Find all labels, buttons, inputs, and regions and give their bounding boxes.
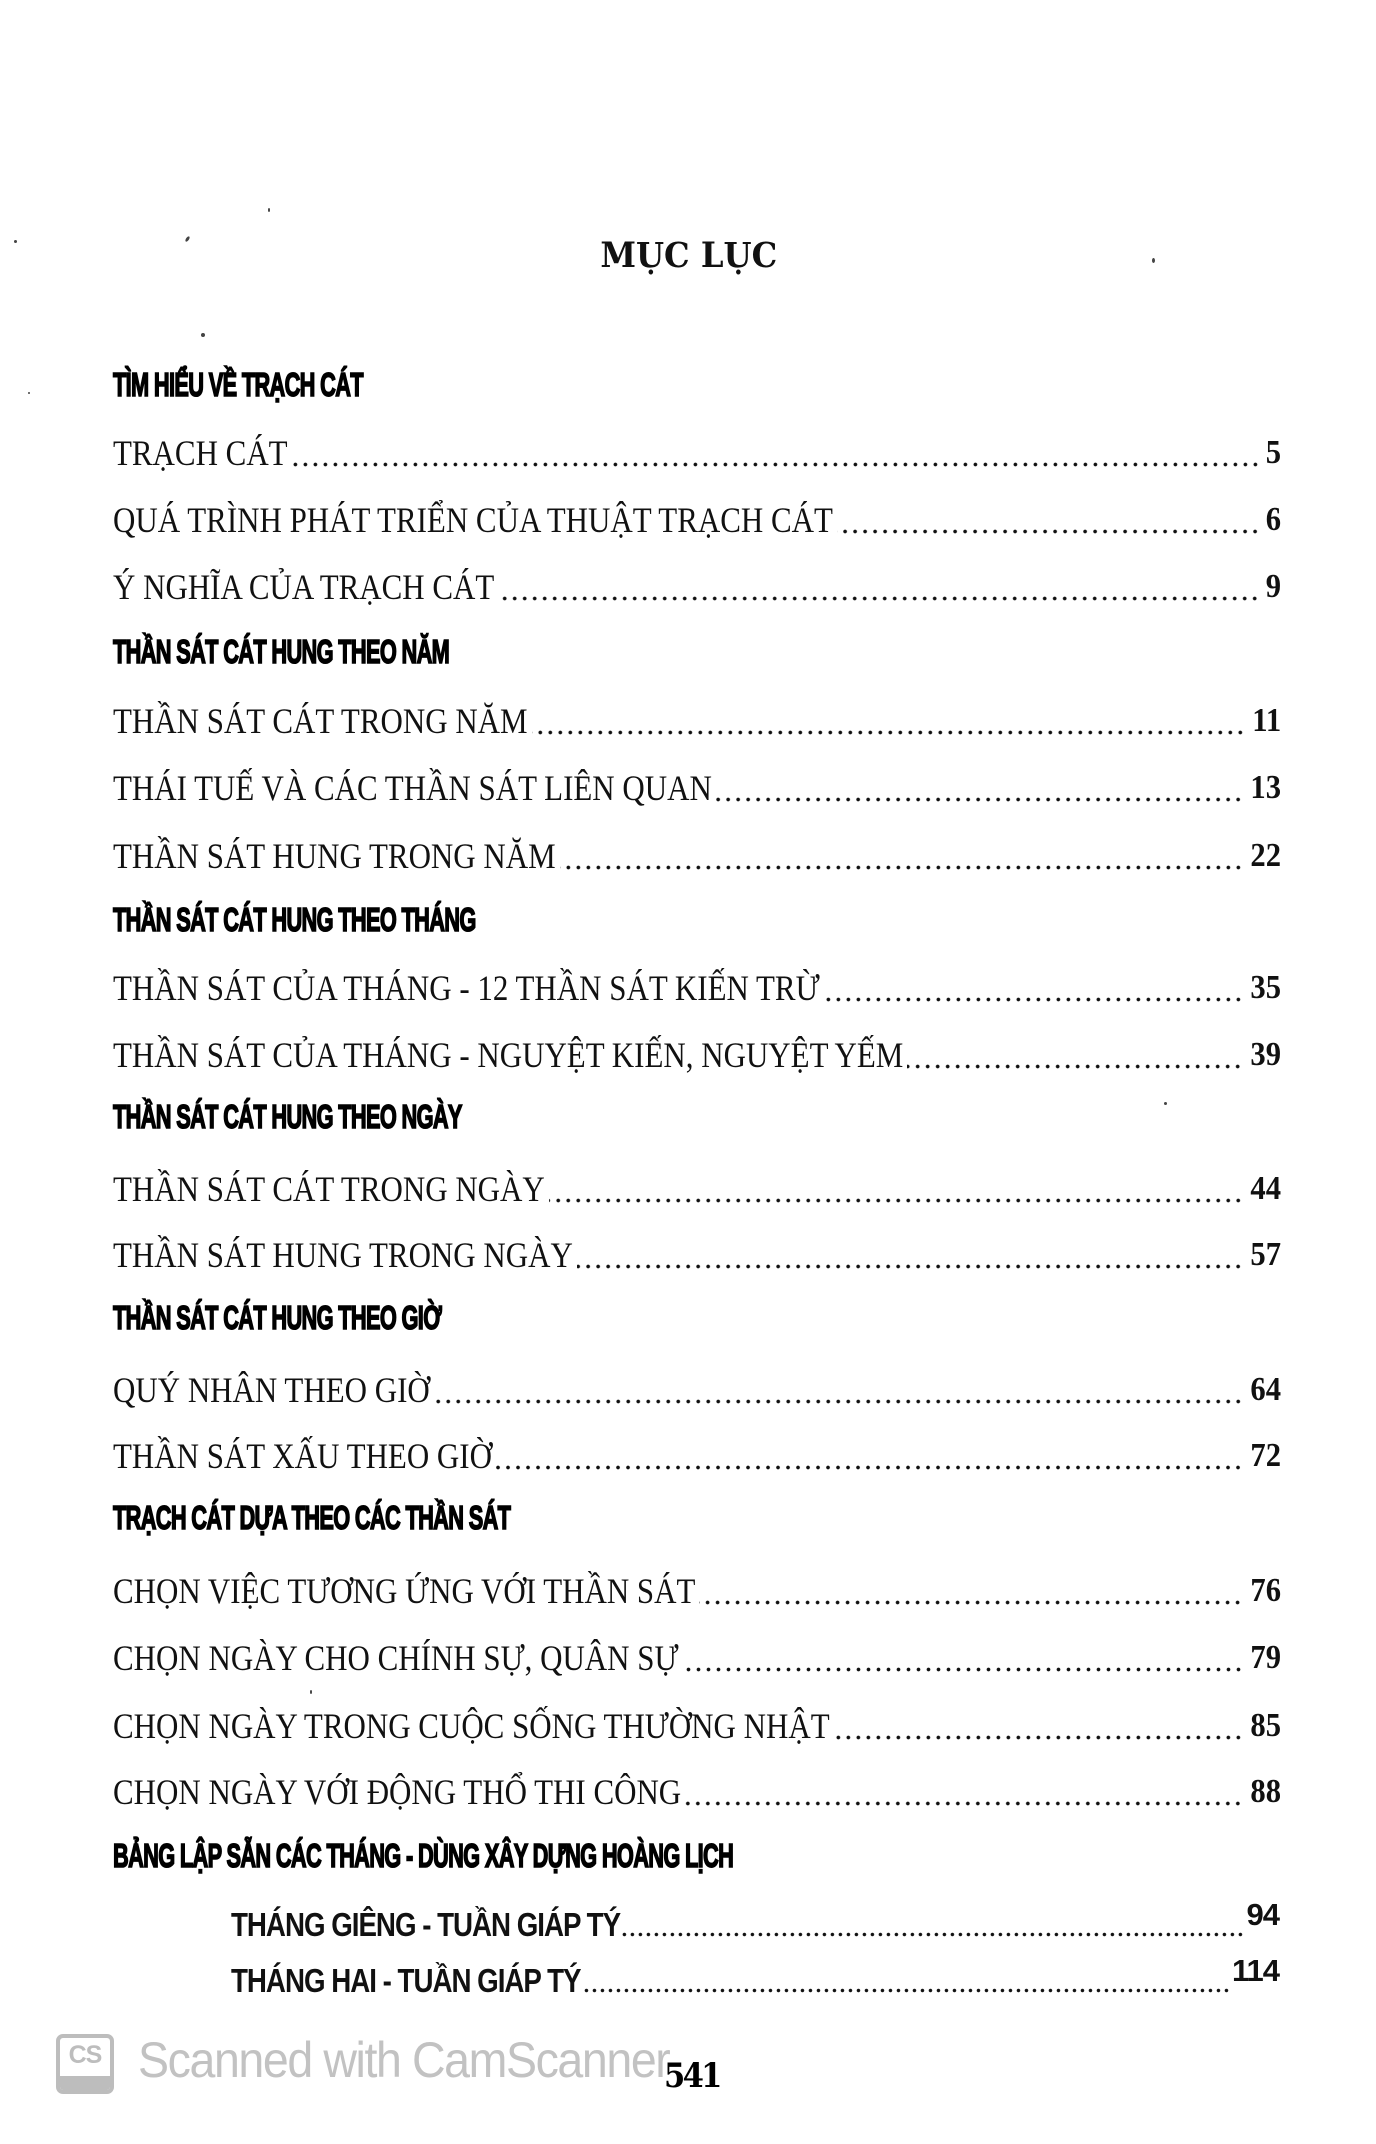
toc-entry-label: CHỌN NGÀY CHO CHÍNH SỰ, QUÂN SỰ — [113, 1638, 679, 1678]
dot-leader — [577, 1232, 1243, 1278]
toc-entry[interactable] — [113, 564, 1281, 610]
toc-entry-label: Ý NGHĨA CỦA TRẠCH CÁT — [113, 567, 495, 607]
dot-leader — [622, 1905, 1244, 1945]
toc-entry-label: THẦN SÁT CÁT TRONG NGÀY — [113, 1169, 545, 1209]
dot-leader — [498, 564, 1260, 610]
scan-speck — [1164, 1102, 1167, 1105]
toc-subentry-label: THÁNG HAI - TUẦN GIÁP TÝ — [231, 1962, 581, 1999]
section-heading: BẢNG LẬP SẴN CÁC THÁNG - DÙNG XÂY DỰNG HOÀNG LỊCH — [113, 1837, 734, 1874]
toc-subentry[interactable] — [231, 1897, 1279, 1945]
dot-leader — [683, 1635, 1243, 1681]
toc-entry-page: 57 — [1250, 1236, 1281, 1273]
scan-speck — [310, 1690, 312, 1694]
toc-entry-page: 64 — [1250, 1371, 1281, 1408]
scan-speck — [268, 208, 270, 212]
toc-entry[interactable] — [113, 1568, 1281, 1614]
dot-leader — [583, 1961, 1230, 2001]
scan-speck — [14, 240, 17, 243]
toc-entry[interactable] — [113, 1232, 1281, 1278]
toc-entry-label: THẦN SÁT XẤU THEO GIỜ — [113, 1436, 492, 1476]
toc-entry-label: THÁI TUẾ VÀ CÁC THẦN SÁT LIÊN QUAN — [113, 768, 712, 808]
toc-entry[interactable] — [113, 698, 1281, 744]
toc-entry-page: 85 — [1250, 1707, 1281, 1744]
toc-entry-label: THẦN SÁT HUNG TRONG NĂM — [113, 836, 556, 876]
toc-entry-page: 11 — [1252, 702, 1281, 739]
page-number: 541 — [664, 2056, 720, 2096]
toc-entry-label: THẦN SÁT CÁT TRONG NĂM — [113, 701, 528, 741]
toc-entry-label: CHỌN VIỆC TƯƠNG ỨNG VỚI THẦN SÁT — [113, 1571, 696, 1611]
toc-subentry-label: THÁNG GIÊNG - TUẦN GIÁP TÝ — [231, 1906, 621, 1943]
toc-entry-page: 72 — [1250, 1437, 1281, 1474]
dot-leader — [532, 698, 1245, 744]
toc-entry-label: CHỌN NGÀY VỚI ĐỘNG THỔ THI CÔNG — [113, 1772, 682, 1812]
toc-entry[interactable] — [113, 833, 1281, 879]
toc-entry[interactable] — [113, 1166, 1281, 1212]
toc-entry[interactable] — [113, 1367, 1281, 1413]
scan-speck — [28, 392, 30, 394]
toc-entry[interactable] — [113, 965, 1281, 1011]
toc-entry-label: THẦN SÁT CỦA THÁNG - NGUYỆT KIẾN, NGUYỆT YẾM — [113, 1035, 904, 1075]
dot-leader — [292, 430, 1260, 476]
dot-leader — [716, 765, 1243, 811]
section-heading: THẦN SÁT CÁT HUNG THEO GIỜ — [113, 1299, 442, 1336]
toc-entry-page: 88 — [1250, 1773, 1281, 1810]
toc-subentry[interactable] — [231, 1953, 1279, 2001]
watermark-text: Scanned with CamScanner — [138, 2032, 670, 2088]
section-heading: TÌM HIỂU VỀ TRẠCH CÁT — [113, 366, 363, 403]
toc-entry-label: THẦN SÁT CỦA THÁNG - 12 THẦN SÁT KIẾN TRỪ — [113, 968, 820, 1008]
logo-bar — [60, 2076, 110, 2090]
toc-entry-page: 9 — [1265, 568, 1281, 605]
toc-entry[interactable] — [113, 1635, 1281, 1681]
toc-entry-label: THẦN SÁT HUNG TRONG NGÀY — [113, 1235, 573, 1275]
dot-leader — [907, 1032, 1243, 1078]
toc-subentry-page: 114 — [1231, 1953, 1279, 1988]
toc-entry-label: QUÁ TRÌNH PHÁT TRIỂN CỦA THUẬT TRẠCH CÁT — [113, 500, 833, 540]
section-heading: TRẠCH CÁT DỰA THEO CÁC THẦN SÁT — [113, 1499, 511, 1536]
toc-subentry-page: 94 — [1246, 1897, 1279, 1932]
dot-leader — [549, 1166, 1243, 1212]
dot-leader — [837, 497, 1260, 543]
toc-entry-page: 13 — [1250, 769, 1281, 806]
toc-entry-page: 6 — [1265, 501, 1281, 538]
dot-leader — [496, 1433, 1243, 1479]
toc-entry-page: 5 — [1265, 434, 1281, 471]
toc-entry-page: 76 — [1250, 1572, 1281, 1609]
toc-entry[interactable] — [113, 765, 1281, 811]
toc-entry-page: 79 — [1250, 1639, 1281, 1676]
toc-entry-page: 22 — [1250, 837, 1281, 874]
dot-leader — [560, 833, 1243, 879]
section-heading: THẦN SÁT CÁT HUNG THEO NGÀY — [113, 1098, 462, 1135]
toc-entry[interactable] — [113, 1703, 1281, 1749]
toc-entry[interactable] — [113, 497, 1281, 543]
dot-leader — [699, 1568, 1243, 1614]
toc-entry-page: 35 — [1250, 969, 1281, 1006]
camscanner-logo-icon — [56, 2034, 114, 2094]
toc-entry-page: 44 — [1250, 1170, 1281, 1207]
dot-leader — [434, 1367, 1243, 1413]
toc-entry-label: QUÝ NHÂN THEO GIỜ — [113, 1370, 430, 1410]
section-heading: THẦN SÁT CÁT HUNG THEO THÁNG — [113, 901, 476, 938]
toc-entry[interactable] — [113, 1032, 1281, 1078]
camscanner-watermark — [56, 2033, 709, 2095]
toc-entry[interactable] — [113, 1769, 1281, 1815]
toc-entry[interactable] — [113, 430, 1281, 476]
dot-leader — [834, 1703, 1243, 1749]
scan-speck — [201, 333, 205, 337]
toc-entry-label: CHỌN NGÀY TRONG CUỘC SỐNG THƯỜNG NHẬT — [113, 1706, 830, 1746]
toc-entry-page: 39 — [1250, 1036, 1281, 1073]
toc-entry-label: TRẠCH CÁT — [113, 433, 288, 473]
toc-entry[interactable] — [113, 1433, 1281, 1479]
dot-leader — [824, 965, 1243, 1011]
logo-text: CS — [68, 2041, 102, 2069]
page-title: MỤC LỤC — [600, 235, 778, 276]
section-heading: THẦN SÁT CÁT HUNG THEO NĂM — [113, 633, 450, 670]
dot-leader — [685, 1769, 1243, 1815]
